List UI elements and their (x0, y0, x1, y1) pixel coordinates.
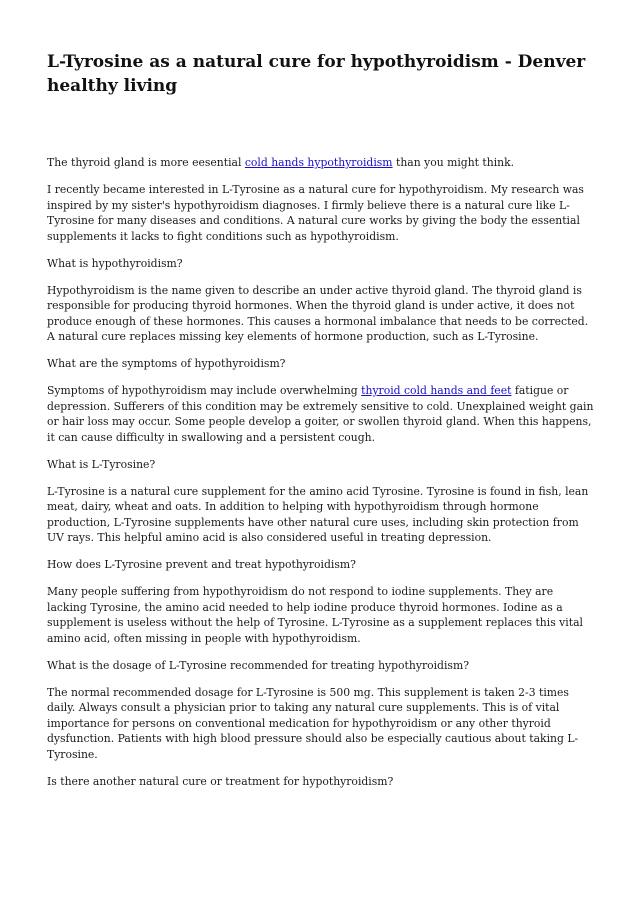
paragraph-text: fatigue or depression. Sufferers of this condition may be extremely sensitive to cold. Unexplained weight gain or hair loss may occur. Some people develop a goiter, or swollen thyroid gland. When this happens, it can cause difficulty in swallowing and a persistent cough. (47, 384, 594, 444)
paragraph: L-Tyrosine is a natural cure supplement for the amino acid Tyrosine. Tyrosine is found in fish, lean meat, dairy, wheat and oats. In addition to helping with hypothyroidism through hormone production, L-Tyrosine supplements have other natural cure uses, including skin protection from UV rays. This helpful amino acid is also considered useful in treating depression. (47, 484, 589, 544)
paragraph-text: than you might think. (392, 156, 515, 169)
link-cold-hands-hypothyroidism[interactable]: cold hands hypothyroidism (244, 156, 393, 169)
paragraph: I recently became interested in L-Tyrosine as a natural cure for hypothyroidism. My research was inspired by my sister's hypothyroidism diagnoses. I firmly believe there is a natural cure like L-Tyrosine for many diseases and conditions. A natural cure works by giving the body the essential supplements it lacks to fight conditions such as hypothyroidism. (47, 183, 584, 243)
link-thyroid-cold-hands-and-feet[interactable]: thyroid cold hands and feet (361, 384, 512, 397)
paragraph-intro (47, 155, 595, 171)
paragraph-text: The thyroid gland is more eesential (47, 156, 245, 169)
section-heading: What is the dosage of L-Tyrosine recommended for treating hypothyroidism? (47, 658, 469, 672)
paragraph: The normal recommended dosage for L-Tyrosine is 500 mg. This supplement is taken 2-3 times daily. Always consult a physician prior to taking any natural cure supplements. This is of vital importance for persons on conventional medication for hypothyroidism or any other thyroid dysfunction. Patients with high blood pressure should also be especially cautious about taking L-Tyrosine. (47, 685, 579, 761)
section-heading: How does L-Tyrosine prevent and treat hypothyroidism? (47, 558, 356, 571)
section-heading: What is hypothyroidism? (47, 256, 183, 270)
paragraph-text: Symptoms of hypothyroidism may include overwhelming (47, 384, 362, 397)
section-heading: What is L-Tyrosine? (47, 457, 156, 471)
page-title: L-Tyrosine as a natural cure for hypothyroidism - Denver healthy living (47, 52, 586, 96)
section-heading: What are the symptoms of hypothyroidism? (47, 357, 286, 370)
paragraph: Many people suffering from hypothyroidism do not respond to iodine supplements. They are lacking Tyrosine, the amino acid needed to help iodine produce thyroid hormones. Iodine as a supplement is useless without the help of Tyrosine. L-Tyrosine as a supplement replaces this vital amino acid, often missing in people with hypothyroidism. (47, 585, 583, 645)
article-body (47, 155, 595, 801)
paragraph: Hypothyroidism is the name given to describe an under active thyroid gland. The thyroid gland is responsible for producing thyroid hormones. When the thyroid gland is under active, it does not produce enough of these hormones. This causes a hormonal imbalance that needs to be corrected. A natural cure replaces missing key elements of hormone production, such as L-Tyrosine. (47, 283, 589, 343)
section-heading: Is there another natural cure or treatment for hypothyroidism? (47, 774, 394, 788)
paragraph-symptoms (47, 383, 595, 445)
